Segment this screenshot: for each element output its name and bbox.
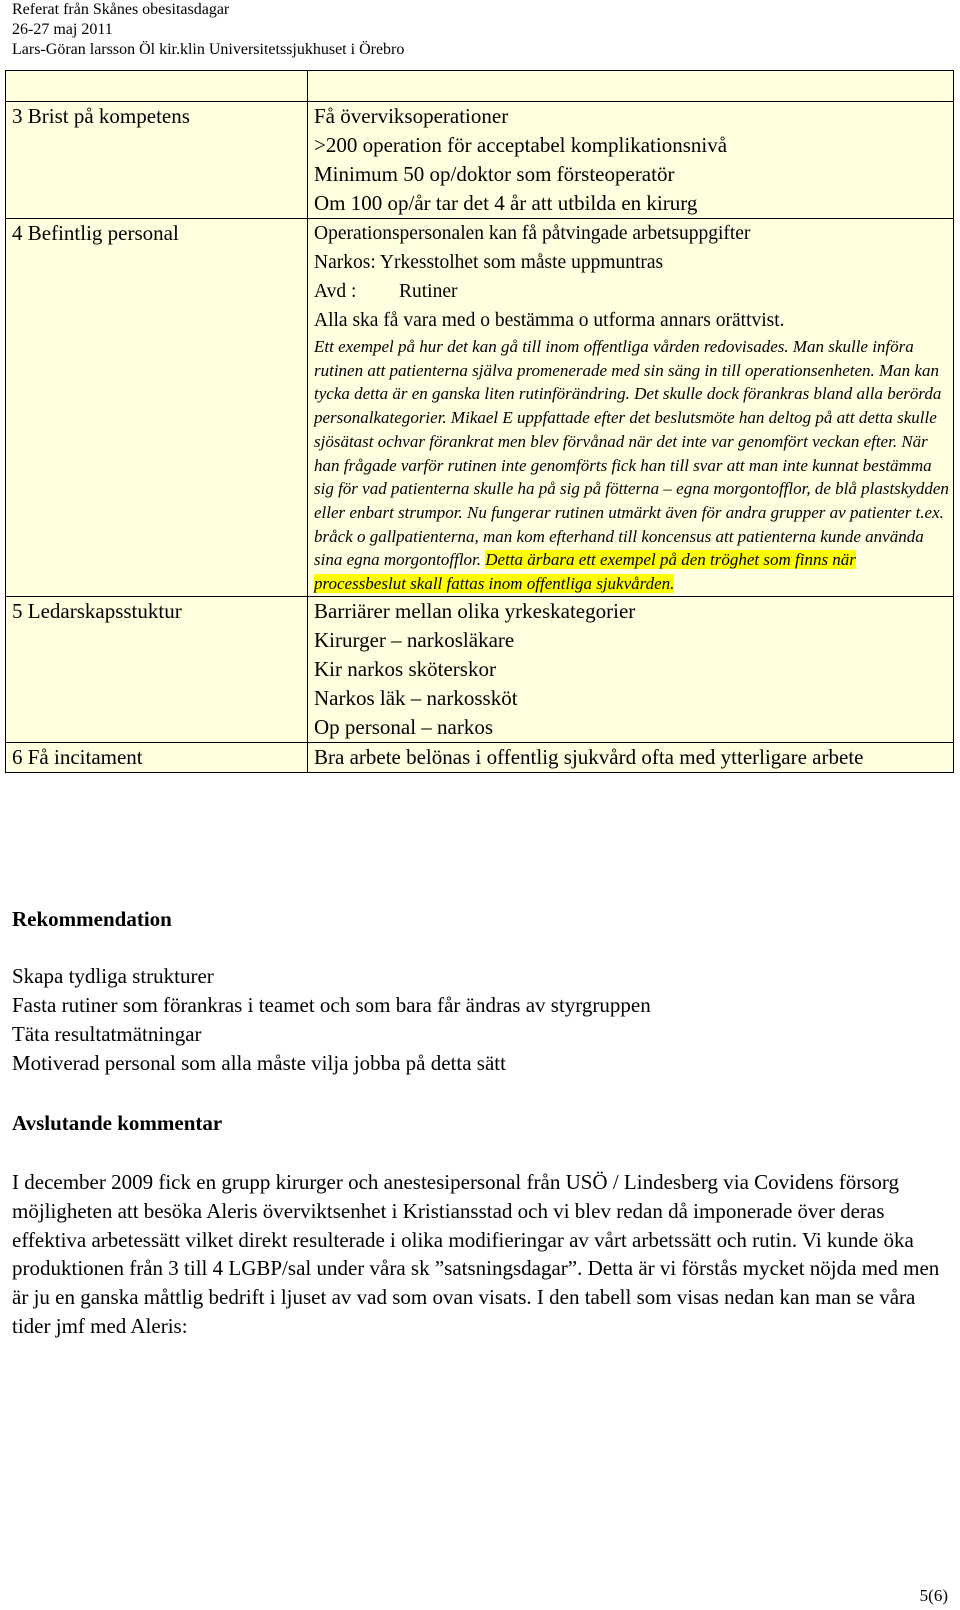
highlighted-text: Detta ärbara ett exempel på den tröghet som finns när processbeslut skall fattas inom offentliga sjukvården.	[314, 550, 856, 594]
content-line: Få överviksoperationer	[314, 104, 509, 128]
example-text: Ett exempel på hur det kan gå till inom offentliga vården redovisades. Man skulle införa rutinen att patienterna själva promenerade med sin säng in till operationsenheten. Man kan tycka detta är en ganska liten rutinförändring. Det skulle dock förankras bland alla berörda personalkategorier. Mikael E uppfattade efter det beslutsmöte han deltog på att detta skulle sjösätast ochvar förankrat men blev förvånad när det inte var genomfört veckan efter. När han frågade varför rutinen inte genomförts fick han till svar att man inte kunnat bestämma sig för vad patienterna skulle ha på sig på fötterna – egna morgontofflor, de blå plastskydden eller enbart strumpor. Nu fungerar rutinen utmärkt även för andra grupper av patienter t.ex. bråck o gallpatienterna, man kom efterhand till koncensus att patienterna kunde använda sina egna morgontofflor.	[314, 337, 949, 570]
recommendation-item: Skapa tydliga strukturer	[12, 964, 214, 988]
table-row-6	[6, 742, 954, 772]
row-content	[308, 102, 954, 219]
content-line: Narkos läk – narkossköt	[314, 685, 518, 710]
content-line: Minimum 50 op/doktor som försteoperatör	[314, 162, 675, 186]
row-content: Bra arbete belönas i offentlig sjukvård ofta med ytterligare arbete	[308, 742, 954, 772]
recommendation-item: Täta resultatmätningar	[12, 1022, 202, 1046]
row-label: 5 Ledarskapsstuktur	[6, 596, 308, 742]
table-row-5	[6, 596, 954, 742]
avslutande-heading: Avslutande kommentar	[12, 1111, 223, 1135]
page-number: 5(6)	[919, 1586, 948, 1605]
row-label: 4 Befintlig personal	[6, 219, 308, 597]
header-date: 26-27 maj 2011	[12, 21, 113, 38]
content-line: Kirurger – narkosläkare	[314, 627, 515, 652]
table-row-3	[6, 102, 954, 219]
header-title: Referat från Skånes obesitasdagar	[12, 1, 230, 18]
row-label: 6 Få incitament	[6, 742, 308, 772]
rekommendation-heading: Rekommendation	[12, 907, 172, 931]
avslutande-paragraph: I december 2009 fick en grupp kirurger och anestesipersonal från USÖ / Lindesberg via Covidens försorg möjligheten att besöka Aleris överviktsenhet i Kristiansstad och vi blev redan då imponerade över deras effektiva arbetessätt vilket direkt resulterade i olika modifieringar av vårt arbetssätt och rutin. Vi kunde öka produktionen från 3 till 4 LGBP/sal under våra sk ”satsningsdagar”. Detta är vi förstås mycket nöjda med men är ju en ganska måttlig bedrift i ljuset av vad som ovan visats. I den tabell som visas nedan kan man se våra tider jmf med Aleris:	[12, 1170, 940, 1338]
content-line: Narkos: Yrkesstolhet som måste uppmuntras	[314, 252, 664, 273]
recommendation-item: Motiverad personal som alla måste vilja jobba på detta sätt	[12, 1051, 506, 1075]
document-header	[12, 0, 404, 60]
content-line: Om 100 op/år tar det 4 år att utbilda en kirurg	[314, 191, 698, 215]
header-author: Lars-Göran larsson Öl kir.klin Universitetssjukhuset i Örebro	[12, 41, 405, 58]
content-line: >200 operation för acceptabel komplikationsnivå	[314, 133, 728, 157]
problems-table	[5, 70, 954, 773]
avd-prefix: Avd :	[314, 281, 357, 302]
row-content	[308, 219, 954, 597]
content-line: Kir narkos sköterskor	[314, 656, 496, 681]
content-line: Operationspersonalen kan få påtvingade arbetsuppgifter	[314, 223, 751, 244]
avd-text: Rutiner	[399, 281, 458, 302]
content-line: Alla ska få vara med o bestämma o utforma annars orättvist.	[314, 310, 785, 331]
table-row-4	[6, 219, 954, 597]
recommendation-item: Fasta rutiner som förankras i teamet och som bara får ändras av styrgruppen	[12, 993, 651, 1017]
row-content	[308, 596, 954, 742]
example-paragraph	[314, 335, 949, 596]
table-spacer-row	[6, 71, 954, 102]
content-line: Op personal – narkos	[314, 714, 494, 739]
content-line: Barriärer mellan olika yrkeskategorier	[314, 598, 636, 623]
content-line-avd	[314, 277, 949, 306]
row-label: 3 Brist på kompetens	[6, 102, 308, 219]
